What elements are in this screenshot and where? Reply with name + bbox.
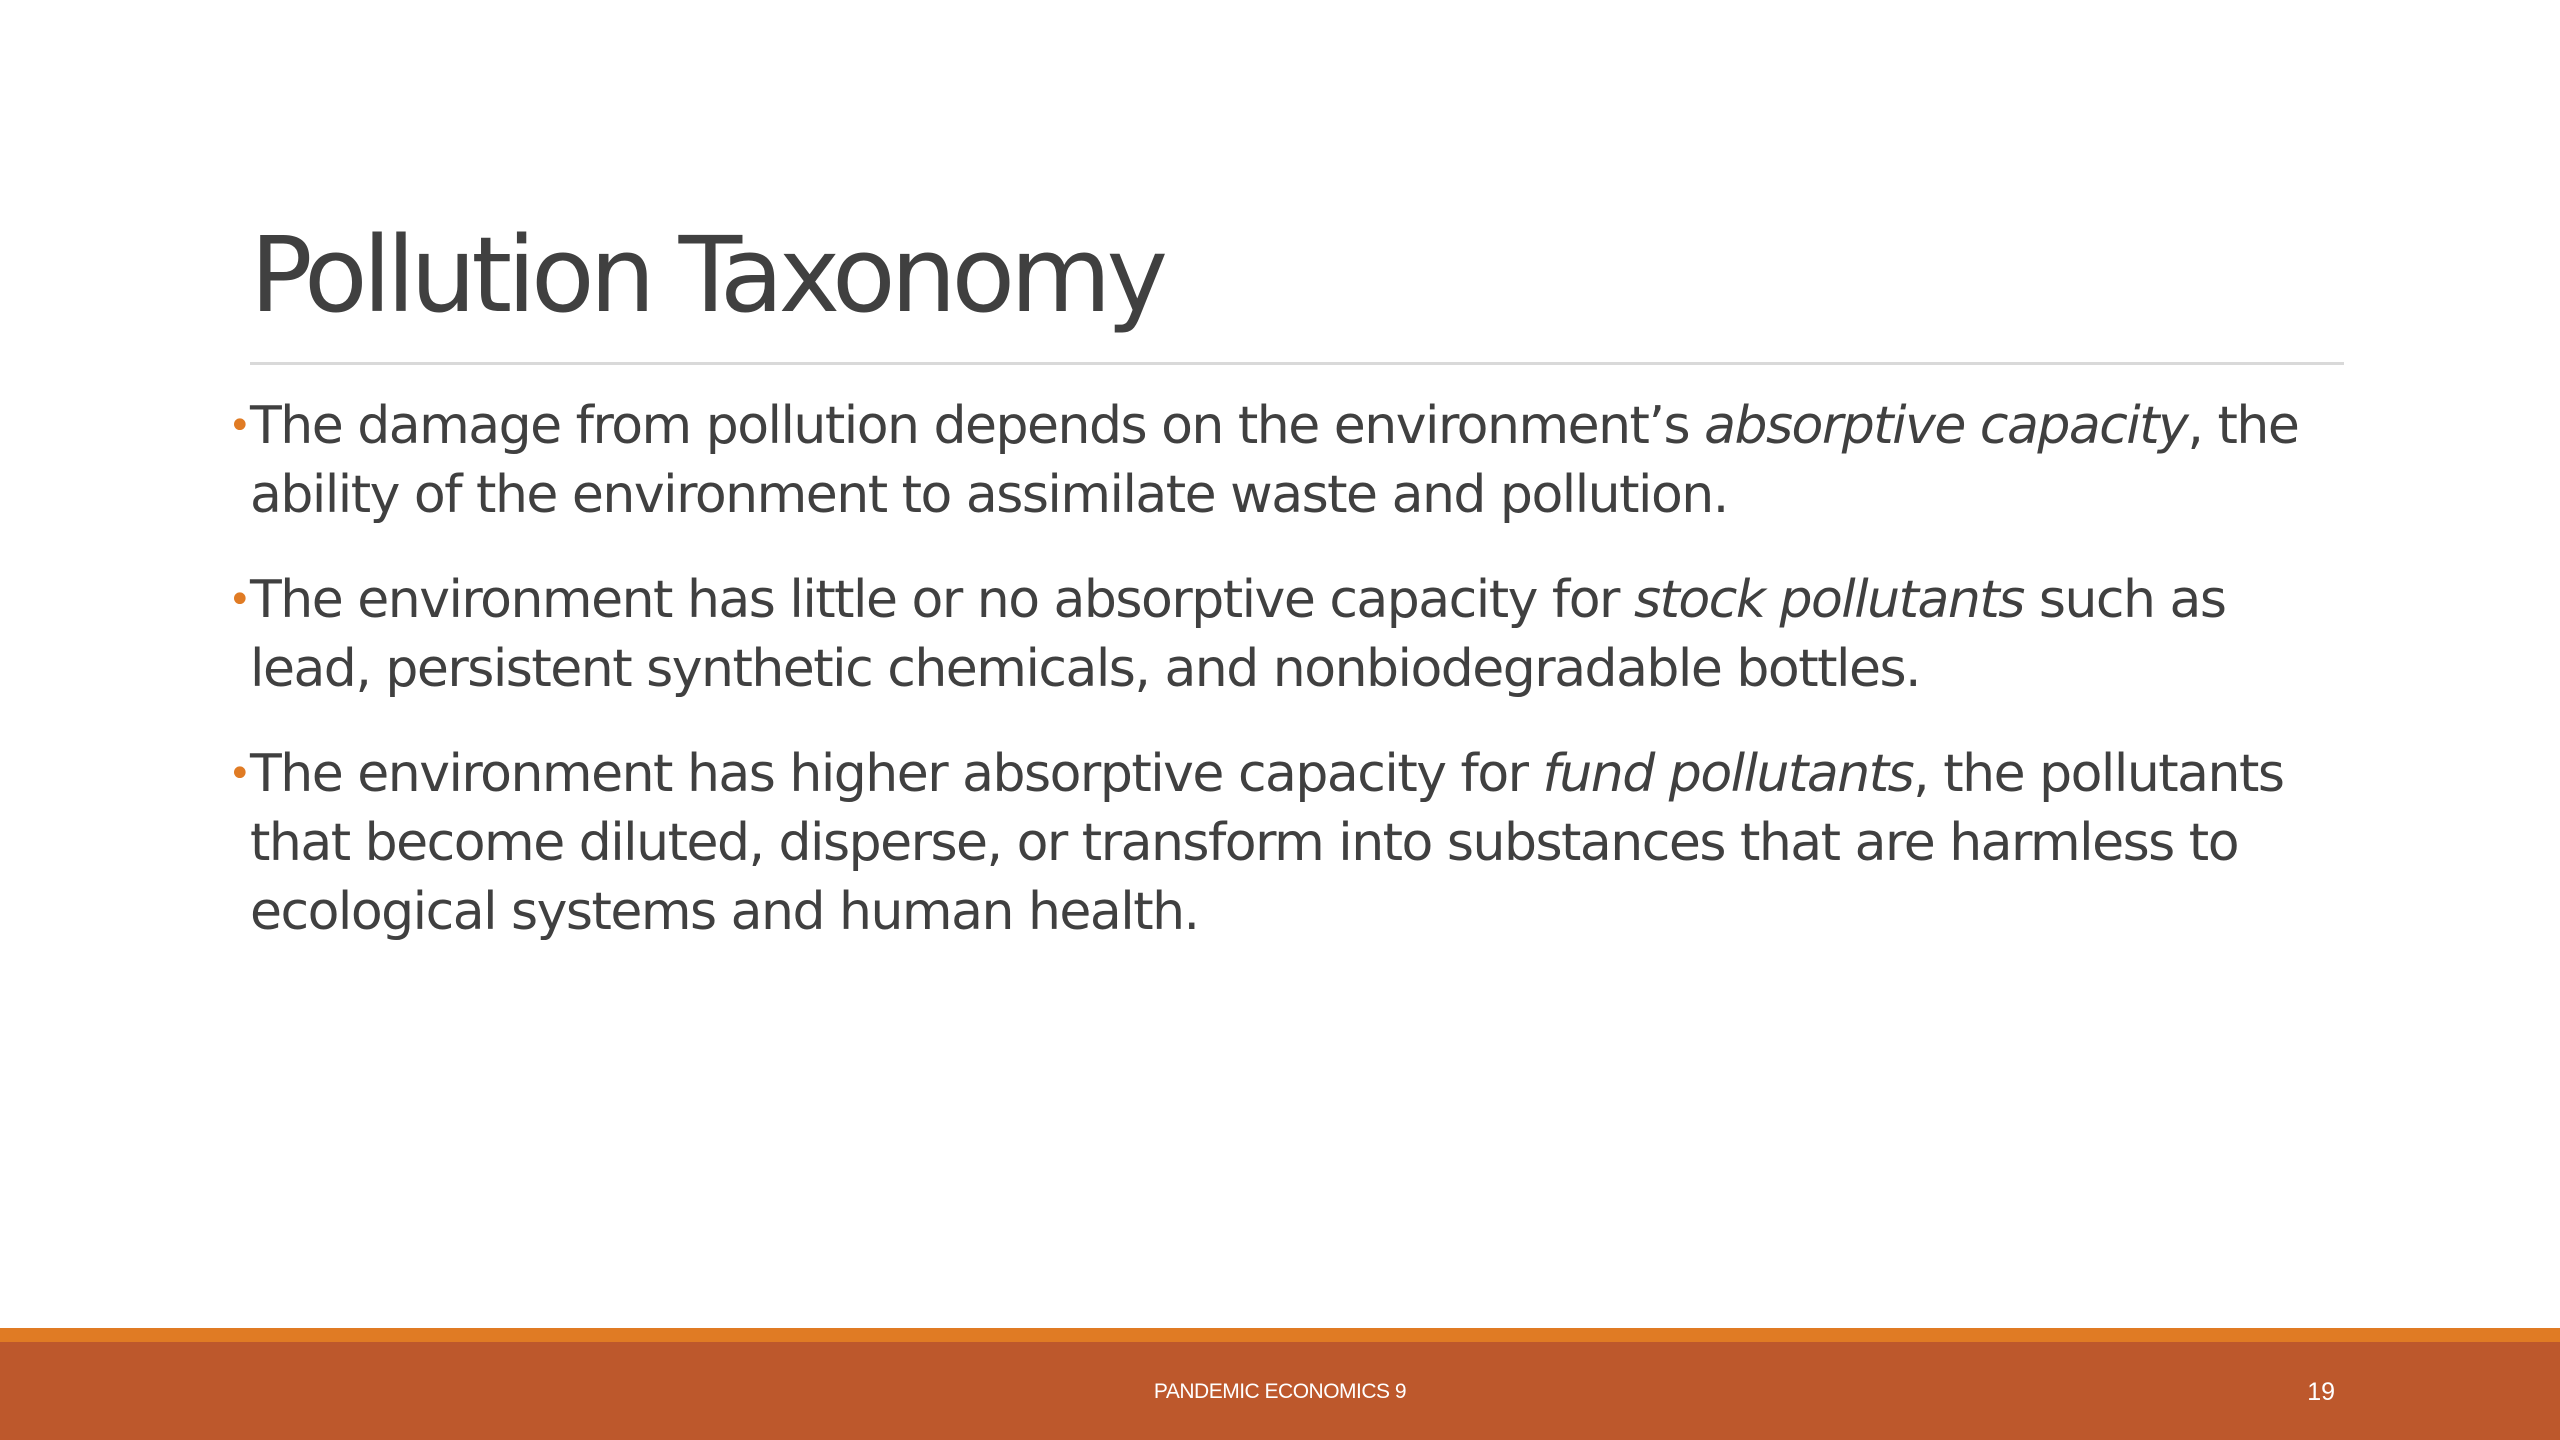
- bullet-text: , the ability of the environment to assimilate waste and pollution.: [250, 396, 2299, 525]
- bullet-dot-icon: •: [228, 403, 251, 449]
- bullet-dot-icon: •: [228, 751, 251, 797]
- footer-text: PANDEMIC ECONOMICS 9: [1153, 1380, 1407, 1403]
- bullet-item: [228, 566, 2360, 704]
- bullet-dot-icon: •: [228, 577, 251, 623]
- bullet-italic-term: fund pollutants: [1542, 744, 1914, 804]
- title-divider: [250, 362, 2344, 365]
- bullet-text: The environment has little or no absorptive capacity for: [250, 570, 1634, 630]
- bullet-text: such as lead, persistent synthetic chemicals, and nonbiodegradable bottles.: [250, 570, 2226, 699]
- bullet-italic-term: stock pollutants: [1633, 570, 2024, 630]
- footer-accent-stripe: [0, 1328, 2560, 1342]
- bullet-list: [228, 392, 2360, 983]
- bullet-item: [228, 392, 2360, 530]
- bullet-item: [228, 740, 2360, 947]
- bullet-italic-term: absorptive capacity: [1704, 396, 2188, 456]
- slide-title: Pollution Taxonomy: [250, 214, 1164, 336]
- bullet-text: The environment has higher absorptive capacity for: [250, 744, 1543, 804]
- slide-number: 19: [2307, 1378, 2335, 1406]
- bullet-text: The damage from pollution depends on the environment’s: [250, 396, 1705, 456]
- bullet-text: , the pollutants that become diluted, disperse, or transform into substances that are harmless to ecological systems and human health.: [250, 744, 2284, 942]
